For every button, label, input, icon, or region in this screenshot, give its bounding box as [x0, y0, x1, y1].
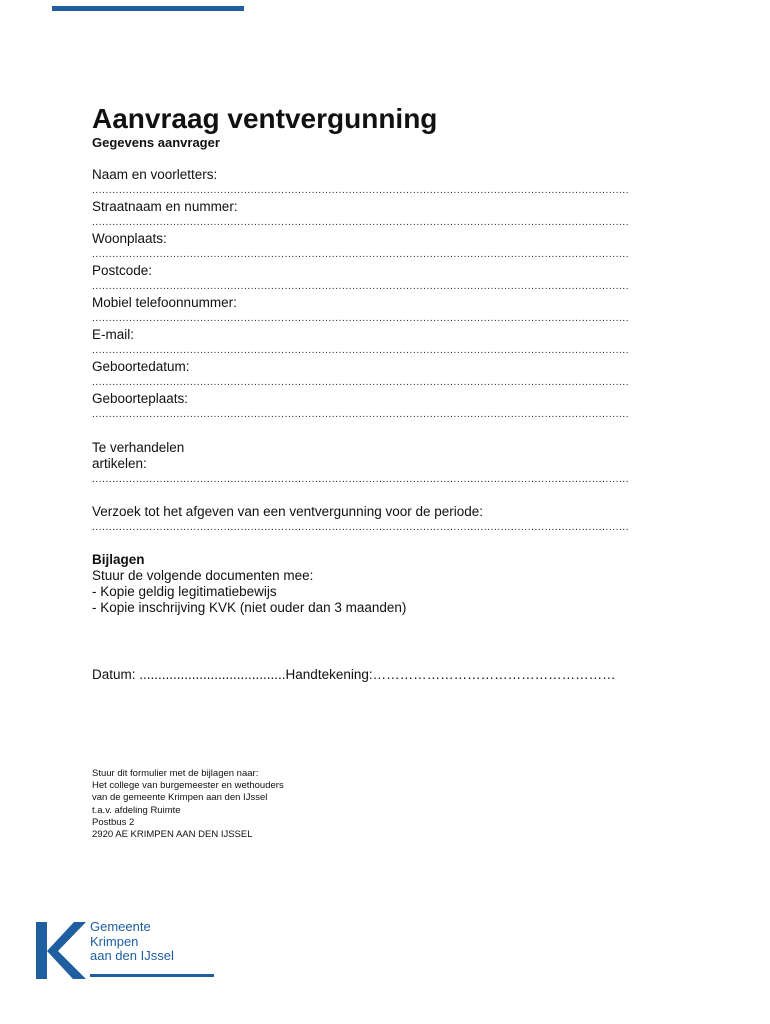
- field-dotted-line[interactable]: ...............................................................................................................................................................: [92, 185, 630, 196]
- field-birthdate[interactable]: [92, 359, 652, 391]
- field-dotted-line[interactable]: ...............................................................................................................................................................: [92, 474, 630, 485]
- field-label: Mobiel telefoonnummer:: [92, 295, 237, 310]
- logo-line: Gemeente: [90, 919, 151, 934]
- field-birthplace[interactable]: [92, 391, 652, 423]
- request-label: Verzoek tot het afgeven van een ventvergunning voor de periode:: [92, 504, 484, 519]
- address-line: Stuur dit formulier met de bijlagen naar:: [92, 768, 259, 779]
- logo-wordmark: [90, 920, 174, 964]
- field-city[interactable]: [92, 231, 652, 263]
- attachments-intro: Stuur de volgende documenten mee:: [92, 568, 314, 583]
- field-dotted-line[interactable]: ...............................................................................................................................................................: [92, 313, 630, 324]
- field-articles[interactable]: [92, 440, 652, 488]
- field-mobile[interactable]: [92, 295, 652, 327]
- top-accent-bar: [52, 6, 244, 11]
- page-title: Aanvraag ventvergunning: [92, 103, 438, 134]
- attachments-heading: Bijlagen: [92, 552, 145, 567]
- address-line: Het college van burgemeester en wethouders: [92, 780, 284, 792]
- field-dotted-line[interactable]: ...............................................................................................................................................................: [92, 377, 630, 388]
- field-dotted-line[interactable]: ...............................................................................................................................................................: [92, 522, 630, 533]
- k-logo-icon: [36, 920, 88, 982]
- field-period-request[interactable]: [92, 504, 652, 536]
- attachment-item: - Kopie geldig legitimatiebewijs: [92, 584, 277, 599]
- articles-label-line1: Te verhandelen: [92, 440, 185, 455]
- logo-line: Krimpen: [90, 933, 139, 949]
- municipality-logo: [36, 920, 186, 982]
- return-address: [92, 768, 284, 841]
- address-line: Postbus 2: [92, 816, 135, 828]
- section-title-applicant: Gegevens aanvrager: [92, 135, 220, 150]
- field-dotted-line[interactable]: ...............................................................................................................................................................: [92, 409, 630, 420]
- articles-label-line2: artikelen:: [92, 456, 147, 471]
- field-street[interactable]: [92, 199, 652, 231]
- field-dotted-line[interactable]: ...............................................................................................................................................................: [92, 249, 630, 260]
- field-name[interactable]: [92, 167, 652, 199]
- field-dotted-line[interactable]: ...............................................................................................................................................................: [92, 281, 630, 292]
- field-label: Straatnaam en nummer:: [92, 199, 238, 214]
- field-dotted-line[interactable]: ...............................................................................................................................................................: [92, 217, 630, 228]
- address-line: van de gemeente Krimpen aan den IJssel: [92, 792, 268, 804]
- field-label: Geboorteplaats:: [92, 391, 189, 406]
- address-line: 2920 AE KRIMPEN AAN DEN IJSSEL: [92, 829, 253, 841]
- field-label: Woonplaats:: [92, 231, 167, 246]
- field-dotted-line[interactable]: ...............................................................................................................................................................: [92, 345, 630, 356]
- attachment-item: - Kopie inschrijving KVK (niet ouder dan 3 maanden): [92, 600, 407, 615]
- attachments-section: [92, 552, 406, 616]
- field-label: E-mail:: [92, 327, 135, 342]
- field-label: Geboortedatum:: [92, 359, 190, 374]
- address-line: t.a.v. afdeling Ruimte: [92, 804, 181, 816]
- field-email[interactable]: [92, 327, 652, 359]
- field-label: Postcode:: [92, 263, 153, 278]
- date-signature-line[interactable]: Datum: .......................................Handtekening:………………………………………………: [92, 667, 616, 682]
- logo-underline: [90, 974, 214, 977]
- logo-line: aan den IJssel: [90, 948, 174, 963]
- field-label: Naam en voorletters:: [92, 167, 218, 182]
- applicant-fields: [92, 167, 652, 423]
- field-postcode[interactable]: [92, 263, 652, 295]
